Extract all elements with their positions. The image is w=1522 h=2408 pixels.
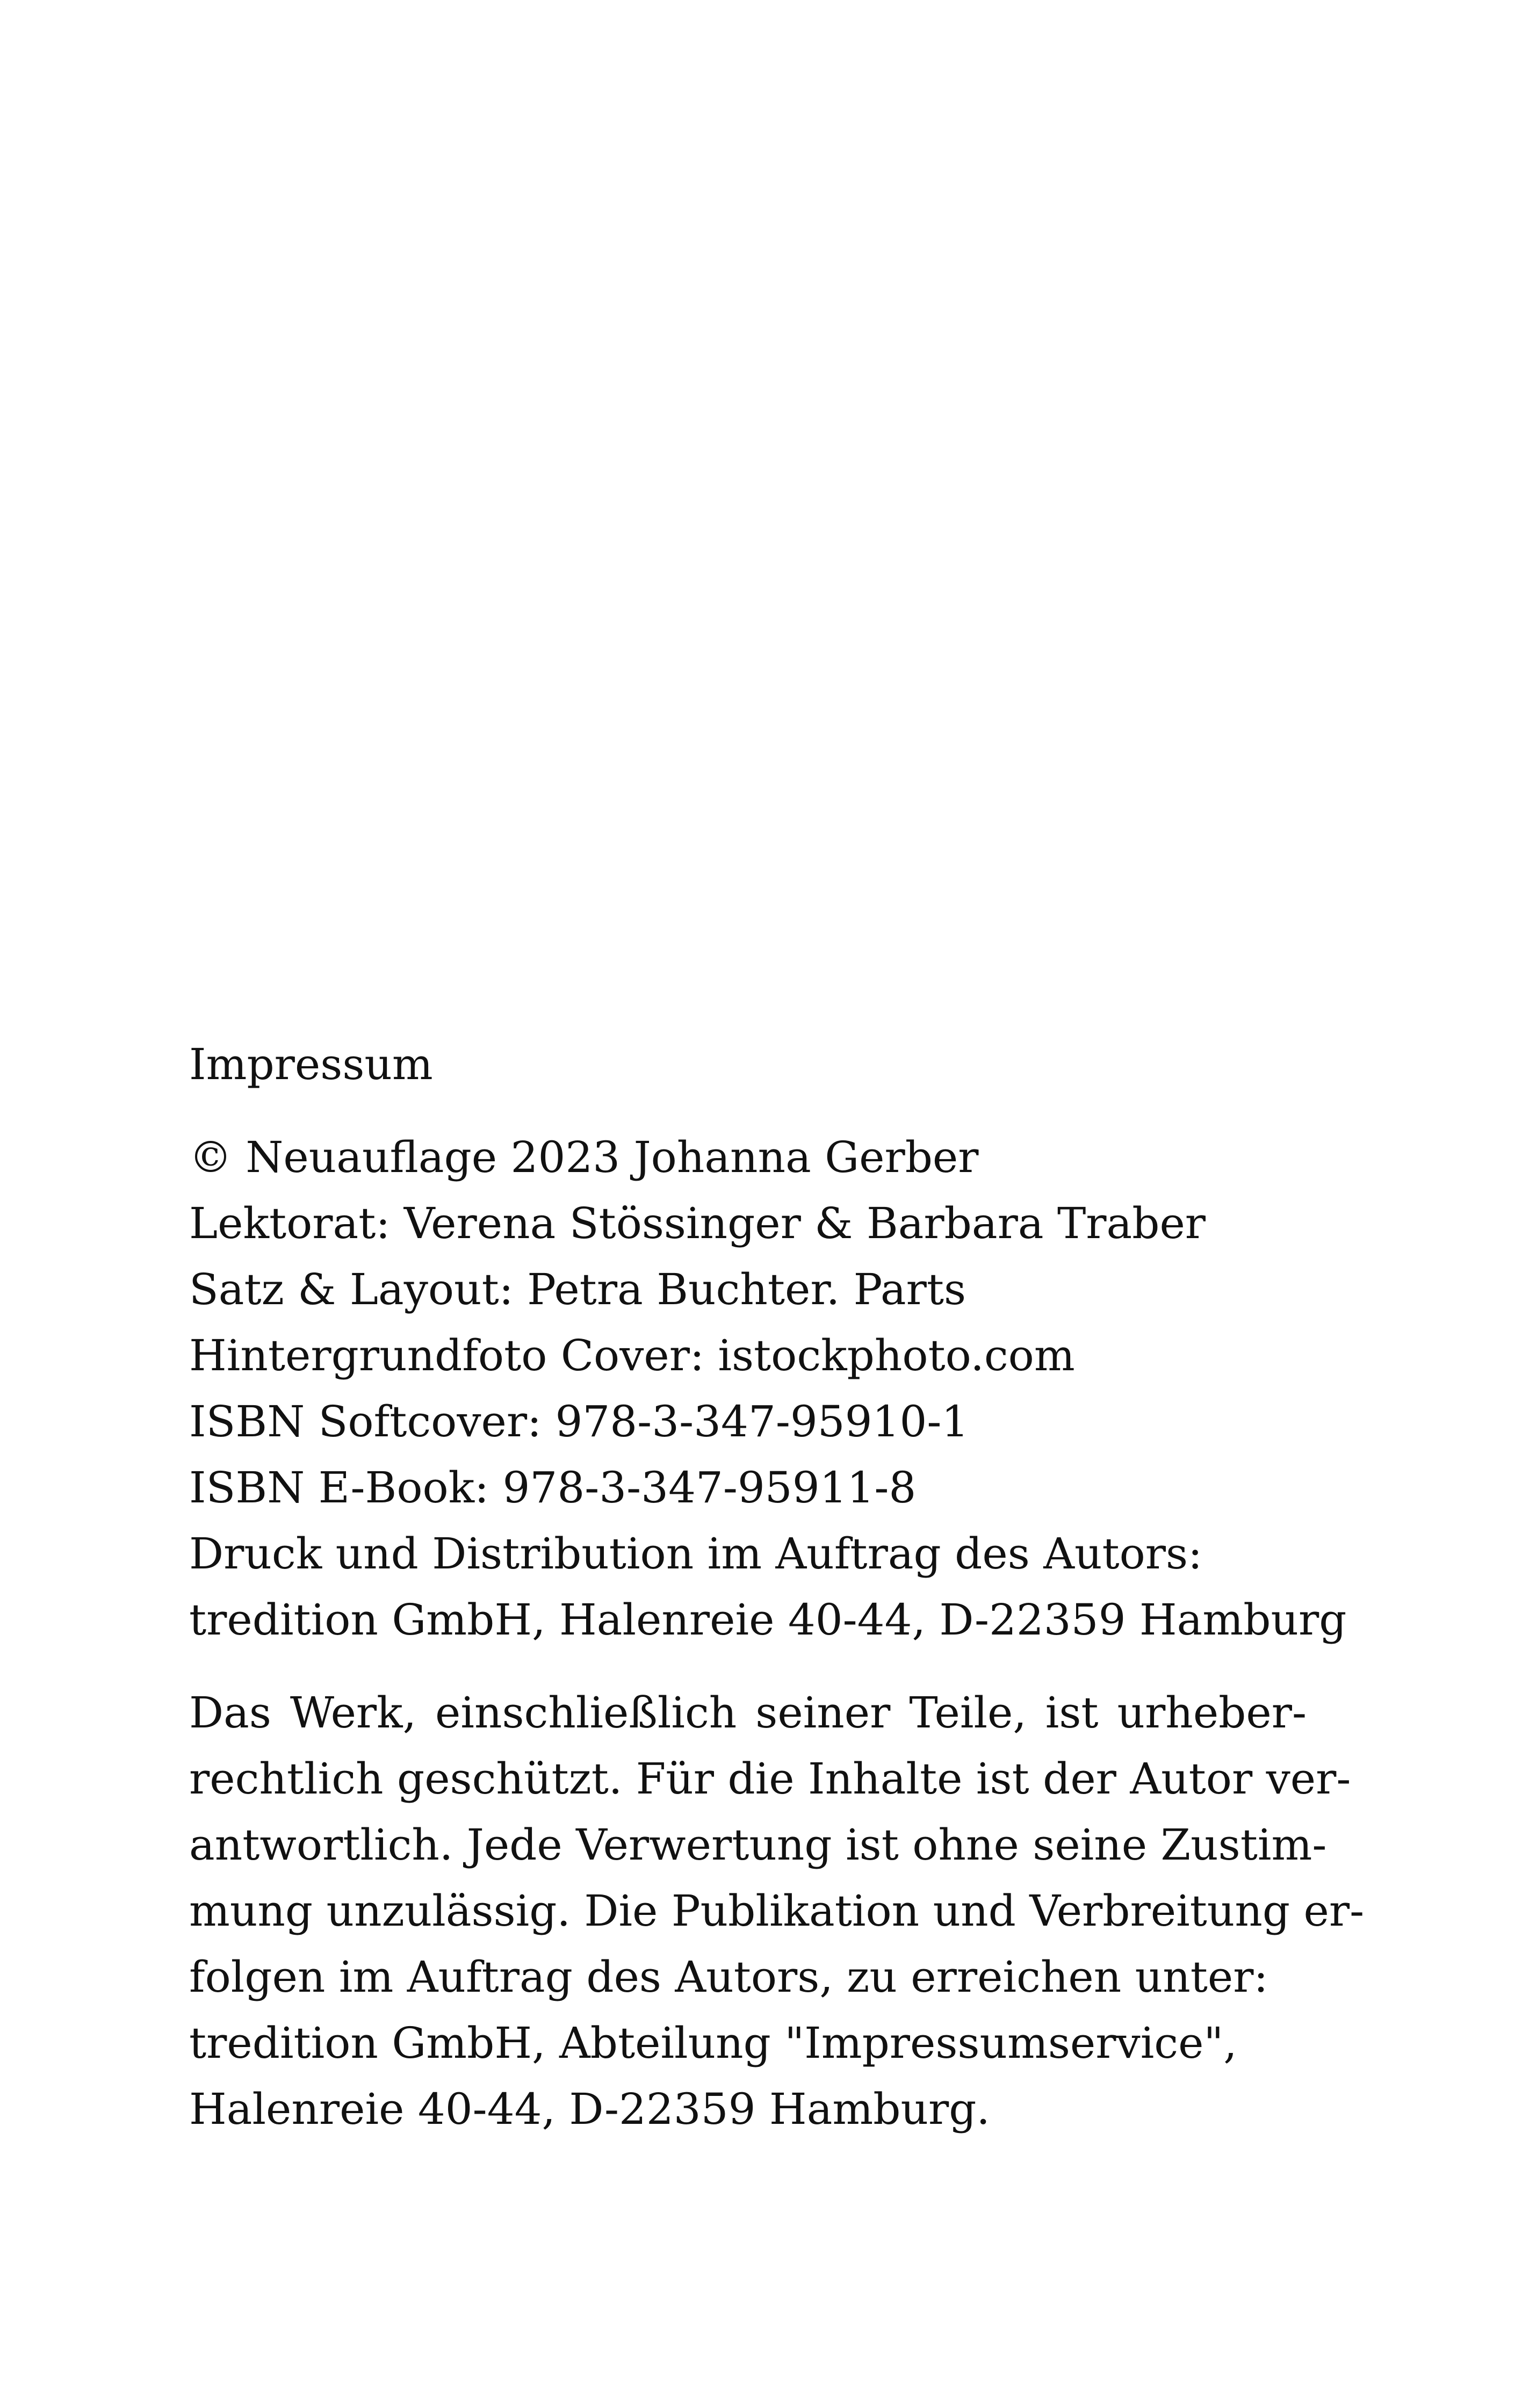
- legal-notice-paragraph: [189, 1680, 1365, 2142]
- publisher-address-line: tredition GmbH, Halenreie 40-44, D-22359 Hamburg: [189, 1595, 1347, 1645]
- legal-notice-line: tredition GmbH, Abteilung "Impressumservice",: [189, 2018, 1237, 2068]
- distribution-line: Druck und Distribution im Auftrag des Autors:: [189, 1529, 1203, 1579]
- impressum-heading: Impressum: [189, 1039, 433, 1089]
- isbn-ebook-line: ISBN E-Book: 978-3-347-95911-8: [189, 1463, 917, 1513]
- editing-credit-line: Lektorat: Verena Stössinger & Barbara Traber: [189, 1198, 1206, 1248]
- legal-notice-line: Das Werk, einschließlich seiner Teile, ist urheber-: [189, 1688, 1307, 1738]
- credits-block: [189, 1124, 1347, 1653]
- legal-notice-line: Halenreie 40-44, D-22359 Hamburg.: [189, 2084, 990, 2134]
- impressum-block: [189, 1031, 1365, 2142]
- cover-photo-credit-line: Hintergrundfoto Cover: istockphoto.com: [189, 1330, 1075, 1380]
- legal-notice-line: mung unzulässig. Die Publikation und Verbreitung er-: [189, 1886, 1365, 1936]
- legal-notice-line: folgen im Auftrag des Autors, zu erreichen unter:: [189, 1952, 1268, 2002]
- legal-notice-line: rechtlich geschützt. Für die Inhalte ist der Autor ver-: [189, 1754, 1351, 1804]
- legal-notice-line: antwortlich. Jede Verwertung ist ohne seine Zustim-: [189, 1820, 1327, 1870]
- layout-credit-line: Satz & Layout: Petra Buchter. Parts: [189, 1264, 966, 1314]
- copyright-line: © Neuauflage 2023 Johanna Gerber: [189, 1132, 979, 1182]
- isbn-softcover-line: ISBN Softcover: 978-3-347-95910-1: [189, 1397, 969, 1447]
